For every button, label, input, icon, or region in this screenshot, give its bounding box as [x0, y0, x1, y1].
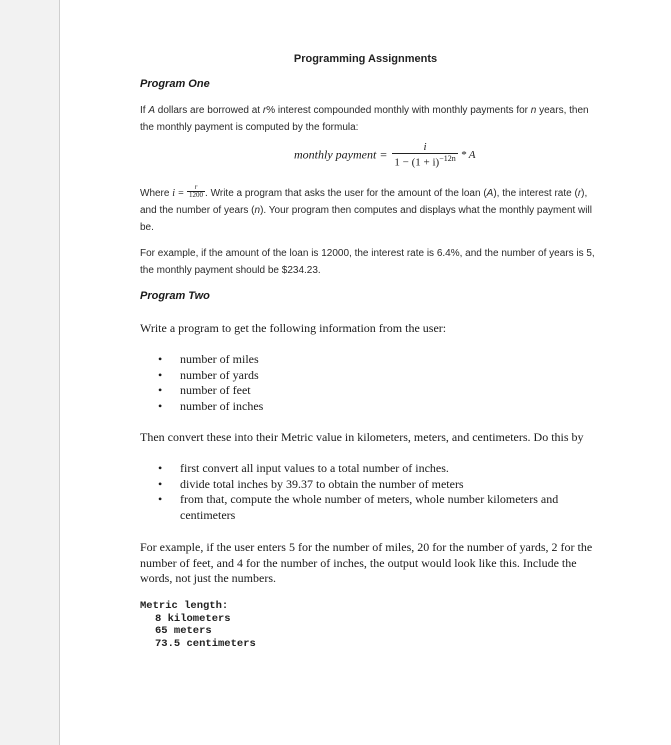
list-item-text: from that, compute the whole number of meters, whole number kilometers and — [180, 492, 559, 506]
bullet-icon: • — [158, 383, 163, 397]
list-item-text-continuation: centimeters — [180, 507, 236, 522]
text: . Write a program that asks the user for the amount of the loan ( — [205, 188, 487, 199]
list-item — [140, 352, 640, 368]
bullet-icon: • — [158, 476, 163, 491]
list-item-text: number of miles — [180, 352, 259, 366]
list-item-text: divide total inches by 39.37 to obtain the number of meters — [180, 476, 464, 491]
where-var: i = — [172, 188, 185, 199]
program-one-example — [140, 245, 670, 279]
text: ), the interest rate ( — [493, 188, 578, 199]
text: dollars are borrowed at — [155, 105, 263, 116]
intro-line-1 — [140, 102, 665, 119]
program-two-heading: Program Two — [140, 290, 210, 302]
var-n: n — [530, 105, 537, 116]
text: % interest compounded monthly with monthly payments for — [266, 105, 531, 116]
text: ). Your program then computes and displays what the monthly payment will — [260, 205, 592, 216]
text: years, then — [536, 105, 589, 116]
program-one-where — [140, 184, 670, 236]
bullet-icon: • — [158, 367, 163, 382]
list-item — [140, 383, 640, 399]
example-line-1: For example, if the user enters 5 for the number of miles, 20 for the number of yards, 2 for the — [140, 540, 593, 554]
steps-list — [140, 461, 660, 523]
intro-line-2: the monthly payment is computed by the formula: — [140, 122, 359, 133]
output-line: 65 meters — [155, 625, 212, 638]
bullet-icon: • — [158, 492, 163, 506]
monthly-payment-formula — [294, 141, 476, 169]
list-item-text: number of inches — [180, 398, 264, 413]
text: Where — [140, 188, 173, 199]
list-item-text: first convert all input values to a total number of inches. — [180, 461, 449, 475]
program-two-example — [140, 540, 670, 587]
list-item — [140, 399, 640, 415]
where-line-1 — [140, 184, 670, 202]
where-numerator: r — [187, 184, 205, 192]
program-two-intro: Write a program to get the following information from the user: — [140, 321, 447, 335]
bullet-icon: • — [158, 398, 163, 413]
denominator-base: 1 − (1 + i) — [394, 156, 440, 169]
list-item — [140, 368, 640, 384]
text: and the number of years ( — [140, 205, 255, 216]
var-r: r — [262, 105, 267, 116]
convert-instructions: Then convert these into their Metric value in kilometers, meters, and centimeters. Do this by — [140, 430, 584, 444]
example-line-2: the monthly payment should be $234.23. — [140, 265, 321, 276]
example-line-1: For example, if the amount of the loan is 12000, the interest rate is 6.4%, and the number of years is 5, — [140, 248, 595, 259]
formula-multiplier: * A — [460, 148, 476, 161]
list-item — [140, 461, 660, 477]
formula-fraction — [392, 141, 457, 169]
list-item-text: number of feet — [180, 383, 251, 397]
formula-lhs: monthly payment = — [294, 147, 388, 162]
var-a: A — [486, 188, 494, 199]
output-header: Metric length: — [140, 600, 229, 612]
sample-output — [140, 600, 256, 650]
list-item — [140, 492, 660, 523]
where-line-3: be. — [140, 222, 154, 233]
document-page — [60, 0, 671, 745]
list-item — [140, 477, 660, 493]
text: ), — [581, 188, 588, 199]
var-r: r — [577, 188, 582, 199]
bullet-icon: • — [158, 352, 163, 366]
page-title: Programming Assignments — [293, 53, 438, 65]
formula-denominator — [392, 154, 457, 169]
program-one-heading: Program One — [140, 78, 210, 90]
program-one-intro — [140, 102, 665, 136]
where-denominator: 1200 — [189, 191, 204, 199]
bullet-icon: • — [158, 461, 163, 475]
example-line-3: words, not just the numbers. — [140, 571, 276, 585]
output-line: 8 kilometers — [155, 612, 231, 625]
where-fraction — [187, 184, 205, 199]
denominator-exponent: −12n — [439, 154, 456, 163]
var-n: n — [254, 205, 261, 216]
example-line-2: number of feet, and 4 for the number of inches, the output would look like this. Include the — [140, 555, 577, 570]
input-list — [140, 352, 640, 414]
where-line-2 — [140, 202, 670, 219]
left-margin-gutter — [0, 0, 60, 745]
formula-numerator: i — [392, 141, 457, 154]
text: If — [140, 105, 149, 116]
output-line: 73.5 centimeters — [155, 637, 256, 650]
list-item-text: number of yards — [180, 367, 259, 382]
var-a: A — [148, 105, 156, 116]
